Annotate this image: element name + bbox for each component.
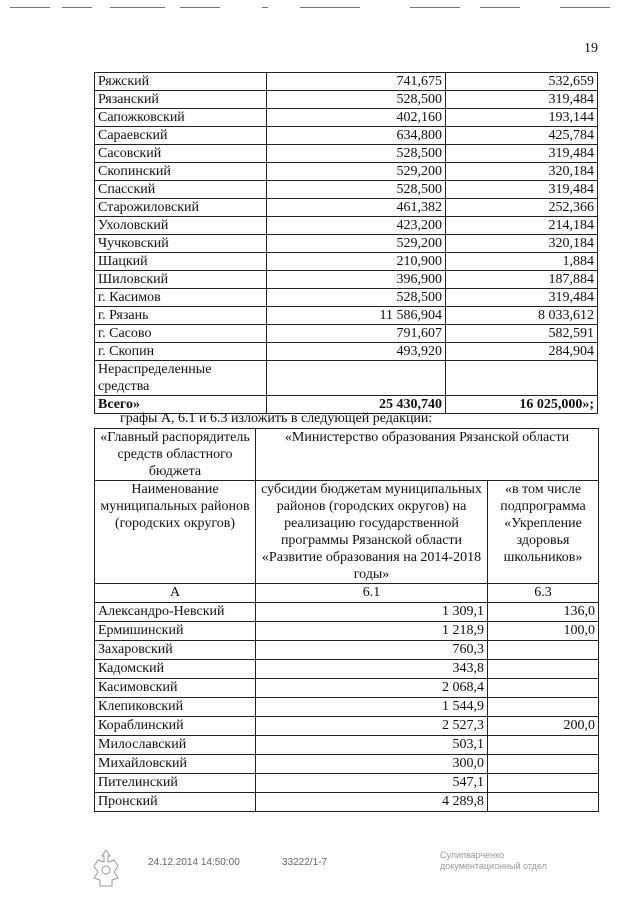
subprogram-amount — [488, 641, 599, 660]
district-name: Старожиловский — [95, 199, 267, 217]
table-row — [95, 145, 598, 163]
subsidy-amount: 547,1 — [256, 774, 488, 793]
district-name: Касимовский — [95, 679, 256, 698]
table-row — [95, 698, 599, 717]
district-name: Кадомский — [95, 660, 256, 679]
district-name: Шиловский — [95, 271, 267, 289]
total-label: Всего» — [95, 396, 267, 414]
amount-total: 529,200 — [267, 163, 446, 181]
subsidy-table — [94, 428, 599, 812]
district-name: Сапожковский — [95, 109, 267, 127]
amount-share: 319,484 — [446, 91, 598, 109]
amount-share: 319,484 — [446, 289, 598, 307]
table-row — [95, 199, 598, 217]
table-row — [95, 679, 599, 698]
amount-total: 493,920 — [267, 343, 446, 361]
table-row — [95, 736, 599, 755]
district-name: г. Касимов — [95, 289, 267, 307]
amount-total: 11 586,904 — [267, 307, 446, 325]
subprogram-amount — [488, 774, 599, 793]
page-number: 19 — [584, 41, 598, 56]
amount-share: 320,184 — [446, 163, 598, 181]
amount-share: 319,484 — [446, 181, 598, 199]
amount-share: 425,784 — [446, 127, 598, 145]
column-code-6-3: 6.3 — [488, 584, 599, 603]
column-header-subsidies: субсидии бюджетам муниципальных районов (городских округов) на реализацию государственной программы Рязанской области «Развитие образования на 2014-2018 годы» — [256, 481, 488, 584]
registration-stamp: Сулипварченко документационный отдел — [440, 850, 547, 871]
district-name: Михайловский — [95, 755, 256, 774]
table-row — [95, 717, 599, 736]
amount-share: 319,484 — [446, 145, 598, 163]
district-name: Шацкий — [95, 253, 267, 271]
district-name: г. Сасово — [95, 325, 267, 343]
subprogram-amount — [488, 698, 599, 717]
column-header-subprogram: «в том числе подпрограмма «Укрепление здоровья школьников» — [488, 481, 599, 584]
table-row — [95, 163, 598, 181]
amount-total: 396,900 — [267, 271, 446, 289]
district-name: Пителинский — [95, 774, 256, 793]
table-row — [95, 325, 598, 343]
table-row — [95, 235, 598, 253]
subprogram-amount — [488, 793, 599, 812]
table-row — [95, 793, 599, 812]
district-name: Ряжский — [95, 73, 267, 91]
subsidy-amount: 2 527,3 — [256, 717, 488, 736]
amount-share — [446, 361, 598, 396]
column-code-6-1: 6.1 — [256, 584, 488, 603]
subprogram-amount: 136,0 — [488, 603, 599, 622]
admin-row — [95, 429, 599, 481]
amount-total: 423,200 — [267, 217, 446, 235]
amount-share: 252,366 — [446, 199, 598, 217]
admin-label: «Главный распорядитель средств областного бюджета — [95, 429, 256, 481]
column-header-row — [95, 481, 599, 584]
table-row — [95, 271, 598, 289]
subsidy-amount: 4 289,8 — [256, 793, 488, 812]
amount-total: 461,382 — [267, 199, 446, 217]
amount-share: 193,144 — [446, 109, 598, 127]
amount-share: 1,884 — [446, 253, 598, 271]
district-name: Сасовский — [95, 145, 267, 163]
amount-total — [267, 361, 446, 396]
table-row — [95, 774, 599, 793]
district-name: Ермишинский — [95, 622, 256, 641]
table-row — [95, 343, 598, 361]
district-name: Нераспределенные средства — [95, 361, 267, 396]
district-name: Рязанский — [95, 91, 267, 109]
district-name: Милославский — [95, 736, 256, 755]
district-name: Ухоловский — [95, 217, 267, 235]
allocation-table-body — [95, 73, 598, 414]
amount-total: 210,900 — [267, 253, 446, 271]
subprogram-amount — [488, 736, 599, 755]
scan-artifact-line — [0, 7, 640, 9]
allocation-table-continued — [94, 72, 598, 414]
amount-total: 634,800 — [267, 127, 446, 145]
district-name: Клепиковский — [95, 698, 256, 717]
column-header-districts: Наименование муниципальных районов (городских округов) — [95, 481, 256, 584]
amount-share: 214,184 — [446, 217, 598, 235]
subsidy-amount: 2 068,4 — [256, 679, 488, 698]
amount-total: 528,500 — [267, 289, 446, 307]
table-row — [95, 289, 598, 307]
column-code-a: А — [95, 584, 256, 603]
table-row — [95, 181, 598, 199]
amount-total: 529,200 — [267, 235, 446, 253]
table-row — [95, 660, 599, 679]
amendment-intro-text: графы А, 6.1 и 6.3 изложить в следующей редакции: — [120, 411, 433, 426]
district-name: Чучковский — [95, 235, 267, 253]
subprogram-amount: 200,0 — [488, 717, 599, 736]
table-row — [95, 127, 598, 145]
amount-total: 741,675 — [267, 73, 446, 91]
table-row — [95, 109, 598, 127]
amount-share: 284,904 — [446, 343, 598, 361]
table-row — [95, 73, 598, 91]
subprogram-amount — [488, 755, 599, 774]
subsidy-amount: 300,0 — [256, 755, 488, 774]
table-row — [95, 217, 598, 235]
district-name: г. Рязань — [95, 307, 267, 325]
district-name: Скопинский — [95, 163, 267, 181]
column-code-row — [95, 584, 599, 603]
amount-share: 532,659 — [446, 73, 598, 91]
amount-share: 320,184 — [446, 235, 598, 253]
amount-share: 187,884 — [446, 271, 598, 289]
footer-datetime: 24.12.2014 14:50:00 — [148, 857, 240, 868]
table-row — [95, 253, 598, 271]
subsidy-amount: 760,3 — [256, 641, 488, 660]
amount-total: 528,500 — [267, 145, 446, 163]
total-share: 16 025,000»; — [446, 396, 598, 414]
footer-doc-number: 33222/1-7 — [282, 857, 328, 868]
district-name: г. Скопин — [95, 343, 267, 361]
amount-share: 582,591 — [446, 325, 598, 343]
table-row — [95, 622, 599, 641]
table-row — [95, 641, 599, 660]
district-name: Спасский — [95, 181, 267, 199]
district-name: Сараевский — [95, 127, 267, 145]
district-name: Кораблинский — [95, 717, 256, 736]
table-row — [95, 361, 598, 396]
amount-total: 791,607 — [267, 325, 446, 343]
subsidy-amount: 343,8 — [256, 660, 488, 679]
subsidy-amount: 1 309,1 — [256, 603, 488, 622]
table-row — [95, 307, 598, 325]
district-name: Пронский — [95, 793, 256, 812]
table-row — [95, 603, 599, 622]
district-name: Александро-Невский — [95, 603, 256, 622]
subprogram-amount — [488, 679, 599, 698]
amount-share: 8 033,612 — [446, 307, 598, 325]
table-row — [95, 91, 598, 109]
district-name: Захаровский — [95, 641, 256, 660]
coat-of-arms-logo — [88, 848, 124, 888]
amount-total: 402,160 — [267, 109, 446, 127]
subsidy-amount: 503,1 — [256, 736, 488, 755]
table-row — [95, 755, 599, 774]
subprogram-amount: 100,0 — [488, 622, 599, 641]
subsidy-amount: 1 544,9 — [256, 698, 488, 717]
subprogram-amount — [488, 660, 599, 679]
amount-total: 528,500 — [267, 181, 446, 199]
amount-total: 528,500 — [267, 91, 446, 109]
subsidy-amount: 1 218,9 — [256, 622, 488, 641]
admin-value: «Министерство образования Рязанской области — [256, 429, 599, 481]
total-amount: 25 430,740 — [267, 396, 446, 414]
